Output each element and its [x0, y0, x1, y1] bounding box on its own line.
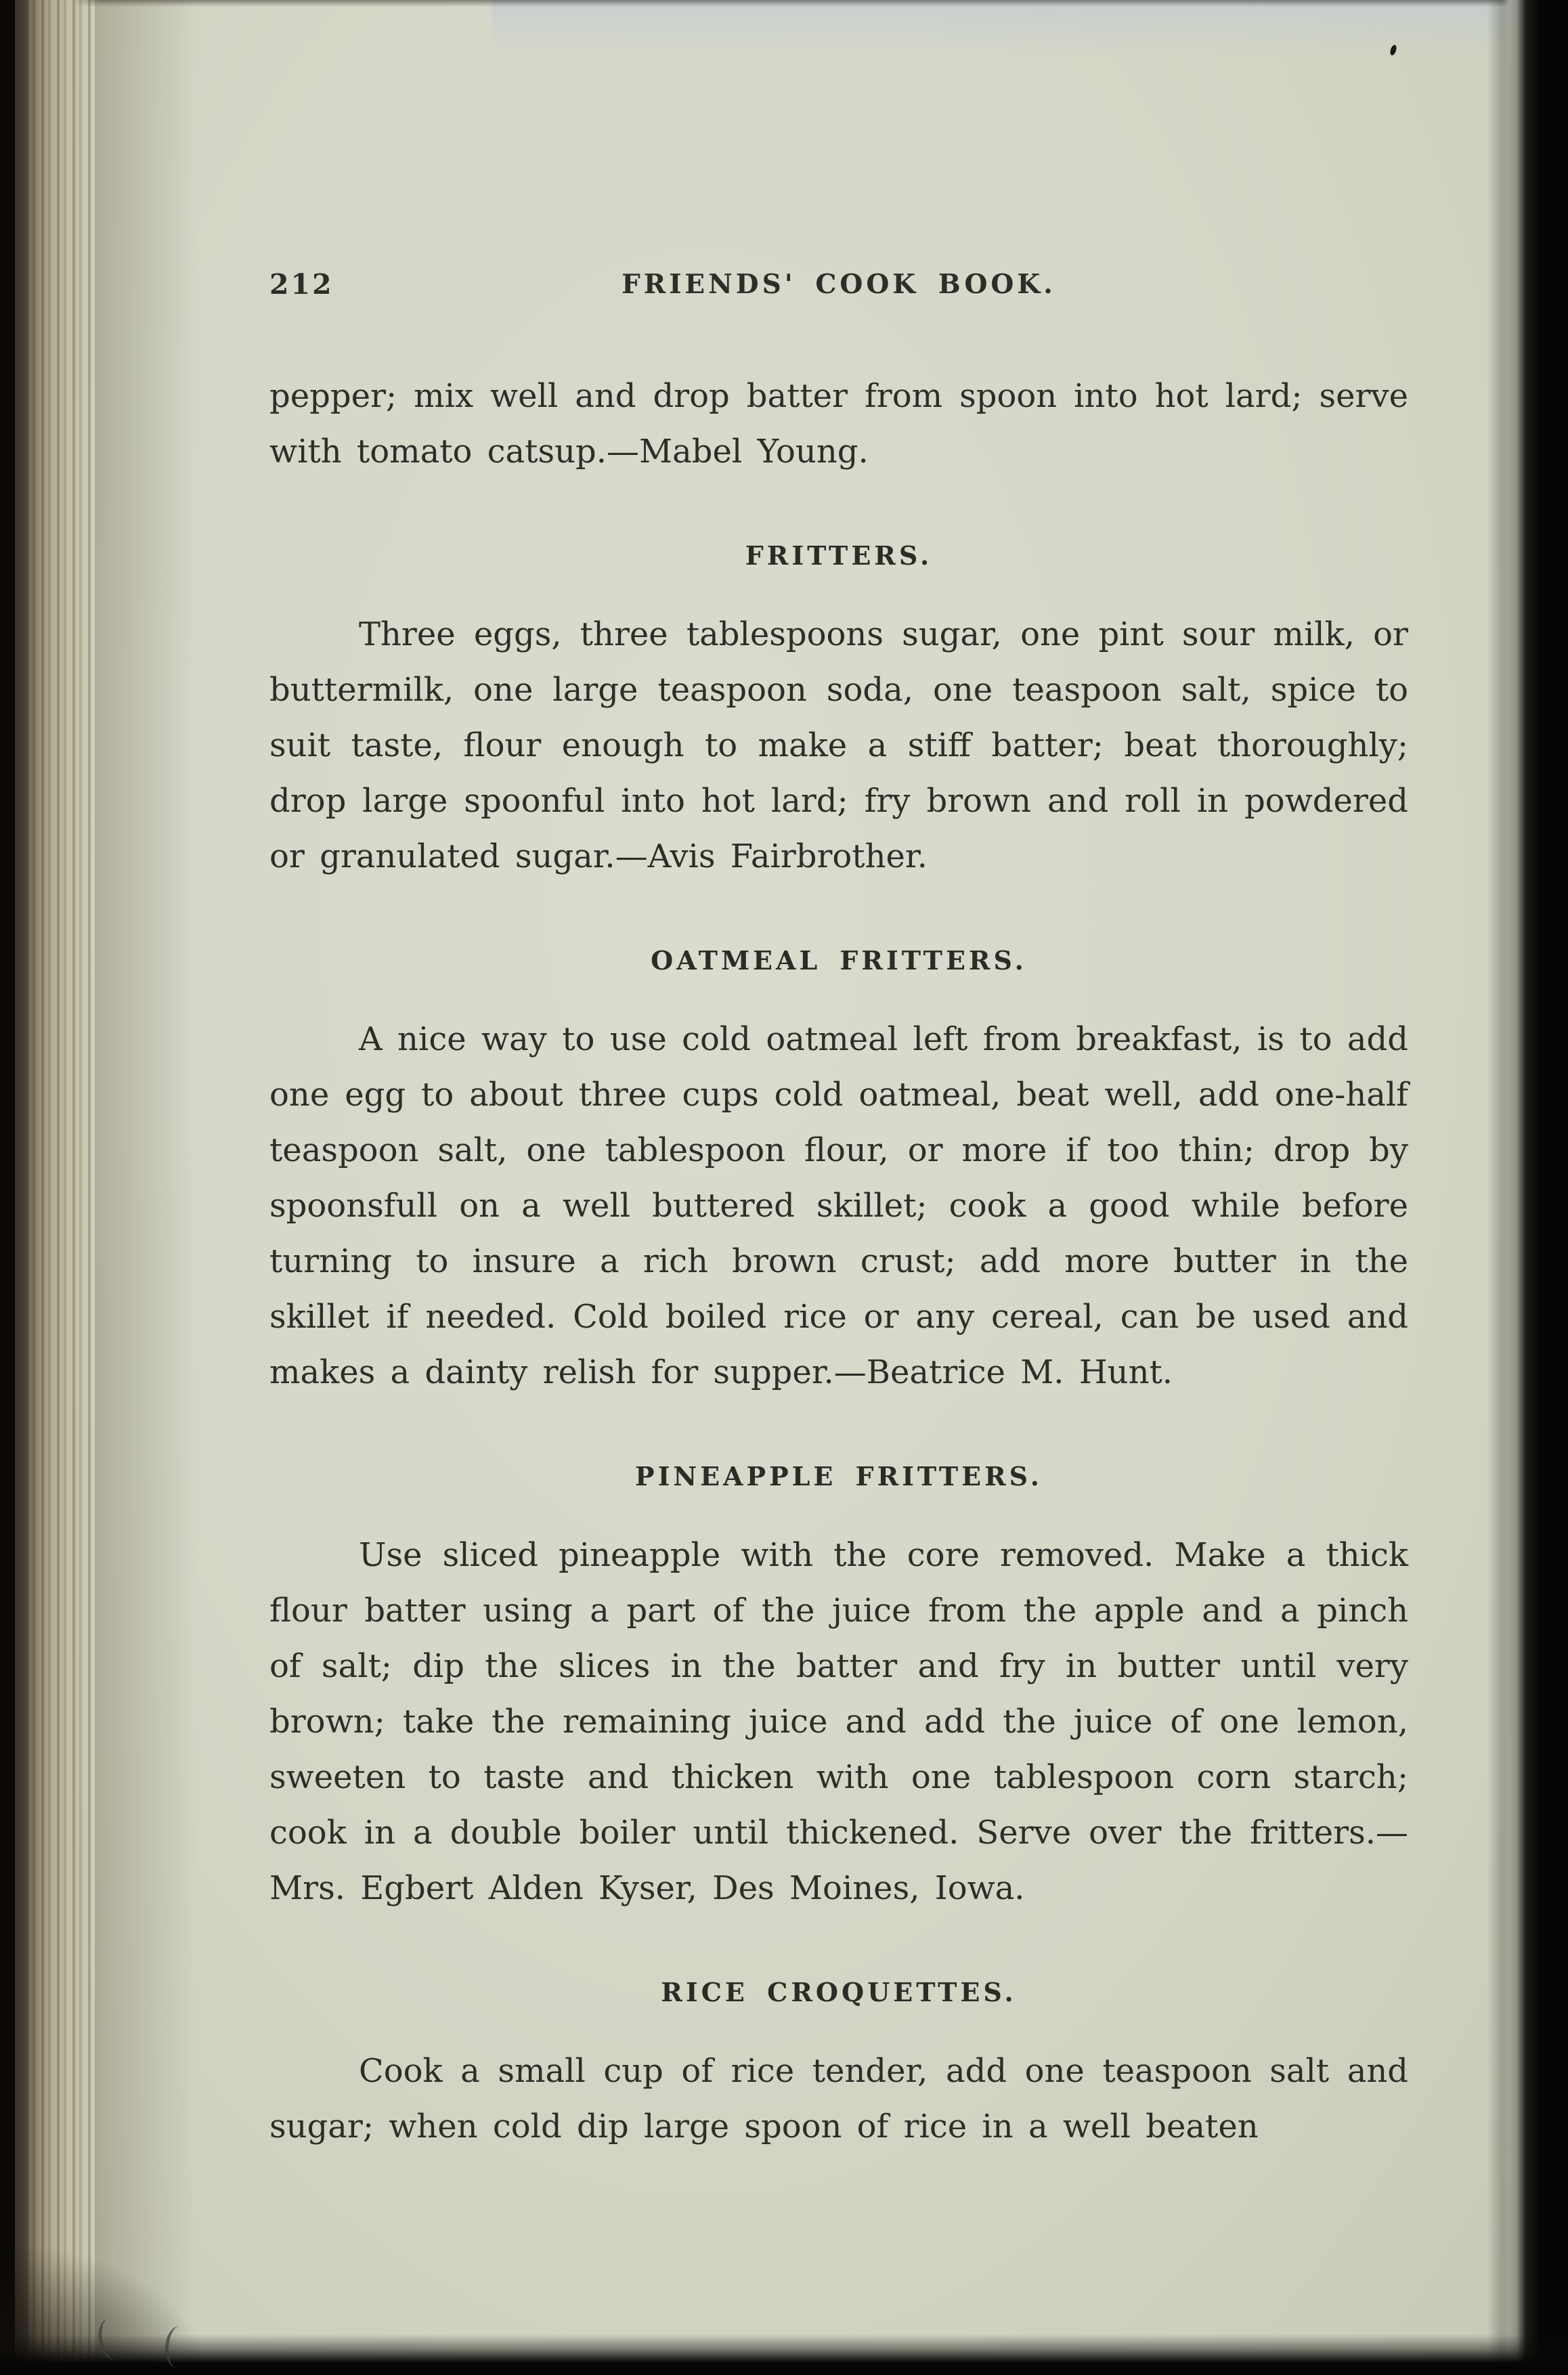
intro-paragraph: pepper; mix well and drop batter from spoon into hot lard; serve with tomato catsup.—Mabel Young.: [269, 377, 1408, 471]
scan-top-haze: [492, 0, 1507, 54]
recipe-heading-pineapple-fritters: PINEAPPLE FRITTERS.: [635, 1461, 1043, 1491]
recipe-body-rice-croquettes: Cook a small cup of rice tender, add one teaspoon salt and sugar; when cold dip large spoon of rice in a well beaten: [269, 2052, 1408, 2145]
binding-inner-shadow: [95, 0, 196, 2375]
scan-top-edge: [0, 0, 1568, 7]
page-text-block: [269, 265, 1408, 2154]
recipe-body-fritters: Three eggs, three tablespoons sugar, one pint sour milk, or buttermilk, one large teaspoon soda, one teaspoon salt, spice to suit taste, flour enough to make a stiff batter; beat thoroughly; drop large spoonful into hot lard; fry brown and roll in powdered or granulated sugar.—Avis Fairbrother.: [269, 615, 1408, 875]
recipe-body-pineapple-fritters: Use sliced pineapple with the core removed. Make a thick flour batter using a part of the juice from the apple and a pinch of salt; dip the slices in the batter and fry in butter until very brown; take the remaining juice and add the juice of one lemon, sweeten to taste and thicken with one tablespoon corn starch; cook in a double boiler until thickened. Serve over the fritters.—Mrs. Egbert Alden Kyser, Des Moines, Iowa.: [269, 1536, 1408, 1907]
recipe-heading-rice-croquettes: RICE CROQUETTES.: [661, 1977, 1017, 2007]
scan-right-edge: [1487, 0, 1568, 2375]
recipe-heading-oatmeal-fritters: OATMEAL FRITTERS.: [651, 945, 1027, 976]
recipe-heading-fritters: FRITTERS.: [745, 540, 933, 571]
binding-page-edges-texture: [26, 0, 91, 2375]
scan-bottom-edge: [0, 2334, 1568, 2375]
page-number: 212: [269, 268, 334, 301]
recipe-body-oatmeal-fritters: A nice way to use cold oatmeal left from breakfast, is to add one egg to about three cups cold oatmeal, beat well, add one-half teaspoon salt, one tablespoon flour, or more if too thin; drop by spoonsfull on a well buttered skillet; cook a good while before turning to insure a rich brown crust; add more butter in the skillet if needed. Cold boiled rice or any cereal, can be used and makes a dainty relish for supper.—Beatrice M. Hunt.: [269, 1020, 1408, 1391]
running-header-title: FRIENDS' COOK BOOK.: [622, 269, 1056, 300]
running-header: [269, 265, 1408, 303]
